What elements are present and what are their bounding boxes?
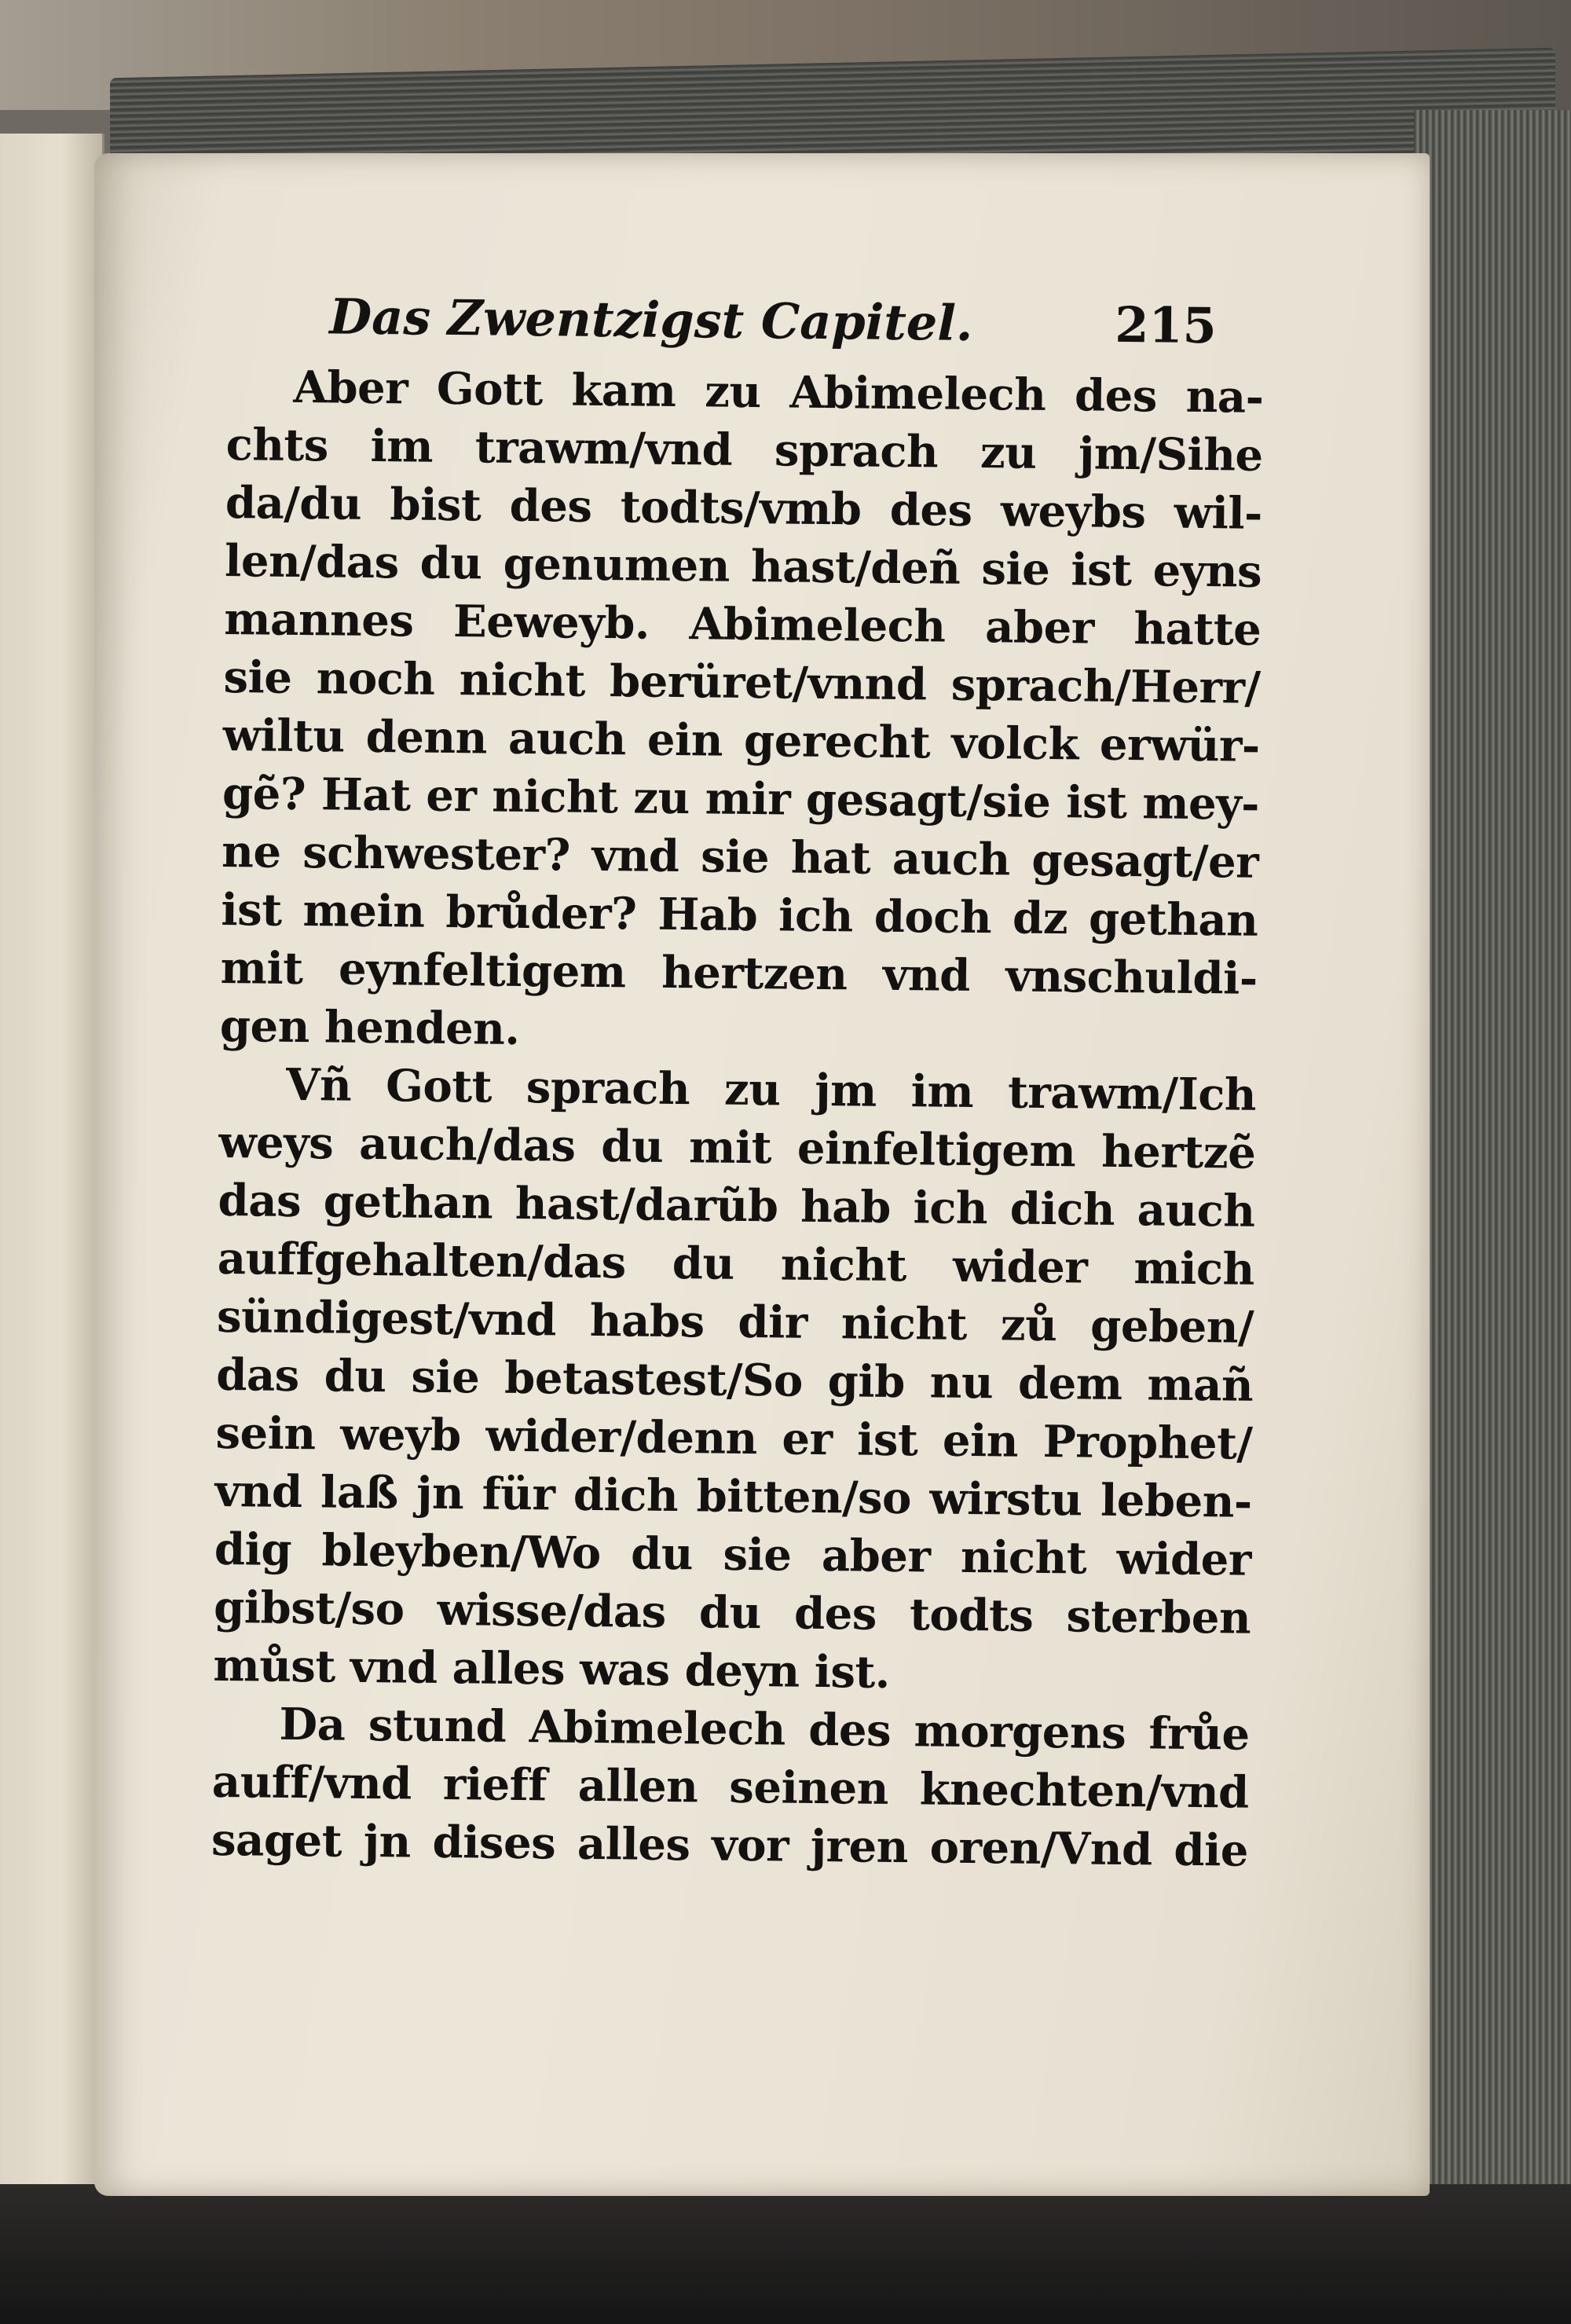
text-lines [211,357,1264,1880]
page-header [227,271,1265,368]
running-head: Das Zwentzigst Capitel. [329,288,973,352]
text-line: auff/vnd rieff allen seinen knechten/vnd [211,1755,1250,1819]
facing-page-edge [0,134,104,2223]
text-line: Da stund Abimelech des morgens frůe [279,1698,1250,1761]
text-line: gibst/so wisse/das du des todts sterben [213,1581,1251,1644]
text-line: gẽ? Hat er nicht zu mir gesagt/sie ist mey- [222,767,1260,830]
text-line: mit eynfeltigem hertzen vnd vnschuldi- [220,941,1258,1005]
text-line: dig bleyben/Wo du sie aber nicht wider [214,1523,1252,1586]
page-number: 215 [1114,295,1218,355]
text-line: saget jn dises alles vor jren oren/Vnd die [211,1813,1249,1877]
text-line: das du sie betastest/So gib nu dem mañ [215,1348,1254,1412]
text-line: auffgehalten/das du nicht wider mich [217,1232,1255,1296]
text-line: sein weyb wider/denn er ist ein Prophet/ [215,1406,1253,1470]
text-line: wiltu denn auch ein gerecht volck erwür- [222,709,1261,772]
text-line: len/das du genumen hast/deñ sie ist eyns [224,534,1262,598]
text-line: mannes Eeweyb. Abimelech aber hatte [224,592,1262,656]
text-line: das gethan hast/darũb hab ich dich auch [218,1174,1255,1237]
text-line: vnd laß jn für dich bitten/so wirstu leben- [214,1464,1253,1528]
text-line: ist mein brůder? Hab ich doch dz gethan [221,883,1258,947]
text-line: můst vnd alles was deyn ist. [213,1639,891,1699]
text-line: Aber Gott kam zu Abimelech des na- [293,361,1264,423]
text-line: sie noch nicht berüret/vnnd sprach/Herr/ [223,651,1261,714]
text-line: ne schwester? vnd sie hat auch gesagt/er [221,825,1259,889]
text-line: sündigest/vnd habs dir nicht zů geben/ [216,1290,1254,1354]
text-line: da/du bist des todts/vmb des weybs wil- [225,476,1263,540]
text-line: chts im trawm/vnd sprach zu jm/Sihe [225,418,1263,482]
text-line: gen henden. [219,999,520,1055]
book-fore-edge [1414,110,1571,2231]
book-page [94,153,1430,2196]
text-line: Vñ Gott sprach zu jm im trawm/Ich [285,1058,1257,1121]
table-surface [0,2184,1571,2324]
text-line: weys auch/das du mit einfeltigem hertzẽ [218,1116,1256,1179]
page-text-block [211,271,1265,1880]
